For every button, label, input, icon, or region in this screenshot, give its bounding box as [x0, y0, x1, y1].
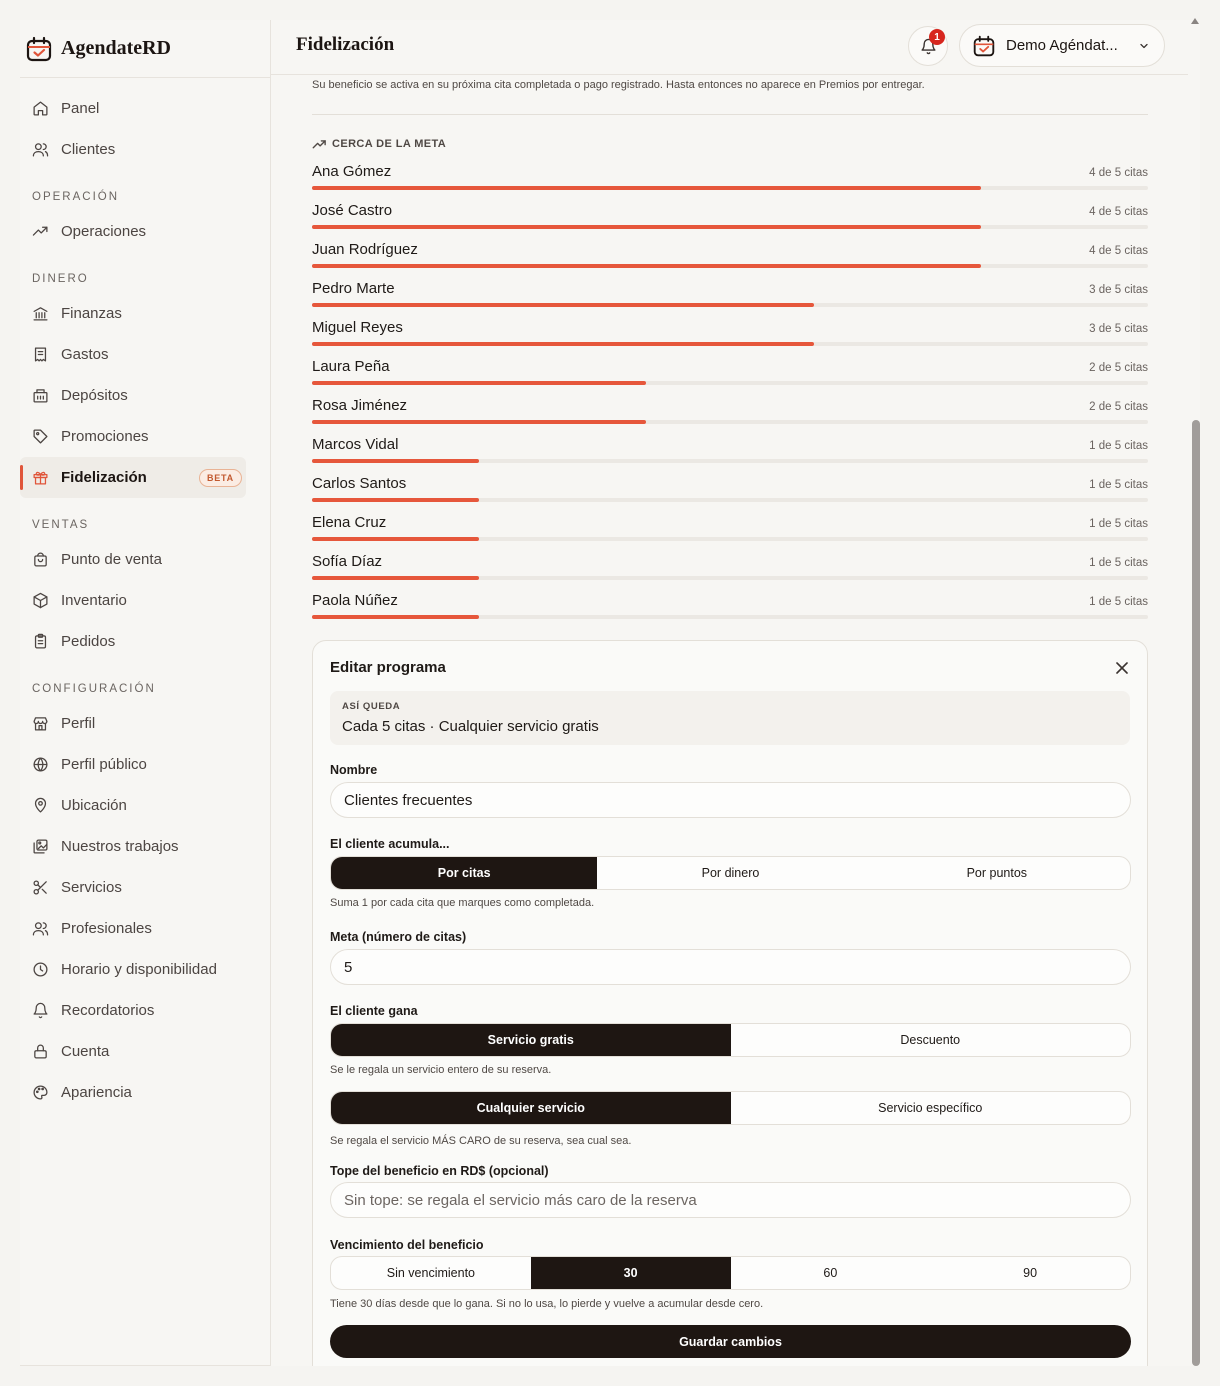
trend-up-icon	[312, 138, 327, 150]
page-title: Fidelización	[296, 34, 395, 55]
sidebar-item-label: Panel	[61, 100, 100, 117]
sidebar-item-label: Depósitos	[61, 387, 128, 404]
progress-track	[312, 264, 1148, 268]
sidebar-item-label: Ubicación	[61, 797, 127, 814]
beta-badge: BETA	[199, 469, 242, 487]
client-progress-count: 1 de 5 citas	[1089, 557, 1148, 569]
progress-fill	[312, 342, 814, 346]
account-name: Demo Agéndat...	[1006, 37, 1118, 54]
accumulate-hint: Suma 1 por cada cita que marques como completada.	[330, 897, 595, 909]
progress-fill	[312, 186, 981, 190]
progress-fill	[312, 576, 479, 580]
client-row	[312, 432, 1148, 471]
cap-label: Tope del beneficio en RD$ (opcional)	[330, 1164, 549, 1178]
save-button[interactable]: Guardar cambios	[330, 1325, 1131, 1358]
progress-track	[312, 498, 1148, 502]
client-name: José Castro	[312, 202, 393, 219]
sidebar-item-promociones[interactable]	[20, 416, 270, 457]
client-name: Paola Núñez	[312, 592, 398, 609]
client-row	[312, 471, 1148, 510]
sidebar-item-recordatorios[interactable]	[20, 990, 270, 1031]
client-progress-count: 4 de 5 citas	[1089, 167, 1148, 179]
sidebar-item-punto-de-venta[interactable]	[20, 539, 270, 580]
client-row	[312, 198, 1148, 237]
expiry-hint: Tiene 30 días desde que lo gana. Si no lo usa, lo pierde y vuelve a acumular desde cero.	[330, 1298, 764, 1310]
sidebar-item-label: Perfil	[61, 715, 96, 732]
progress-fill	[312, 498, 479, 502]
activation-note: Su beneficio se activa en su próxima cita completada o pago registrado. Hasta entonces no aparece en Premios por entregar.	[312, 79, 925, 91]
near-goal-list	[312, 159, 1148, 627]
sidebar-item-label: Finanzas	[61, 305, 122, 322]
sidebar-item-horario-y-disponibilidad[interactable]	[20, 949, 270, 990]
progress-track	[312, 225, 1148, 229]
progress-fill	[312, 303, 814, 307]
tag-icon	[32, 428, 49, 445]
summary-label: ASÍ QUEDA	[342, 701, 401, 712]
client-name: Sofía Díaz	[312, 553, 383, 570]
sidebar-item-perfil-publico[interactable]	[20, 744, 270, 785]
client-row	[312, 393, 1148, 432]
sidebar-item-gastos[interactable]	[20, 334, 270, 375]
client-row	[312, 276, 1148, 315]
sidebar-item-label: Operaciones	[61, 223, 147, 240]
near-goal-title: CERCA DE LA META	[332, 138, 447, 150]
sidebar-item-fidelizacion[interactable]	[20, 457, 246, 498]
sidebar-item-label: Cuenta	[61, 1043, 110, 1060]
service-selector	[330, 1091, 1131, 1125]
clipboard-icon	[32, 633, 49, 650]
pin-icon	[32, 797, 49, 814]
accumulate-label: El cliente acumula...	[330, 837, 450, 851]
client-progress-count: 3 de 5 citas	[1089, 284, 1148, 296]
users-icon	[32, 920, 49, 937]
progress-fill	[312, 225, 981, 229]
client-progress-count: 2 de 5 citas	[1089, 401, 1148, 413]
sidebar-section-configuracion: CONFIGURACIÓN	[32, 683, 156, 695]
sidebar-item-panel[interactable]	[20, 88, 270, 129]
near-goal-heading	[312, 138, 446, 150]
progress-fill	[312, 420, 646, 424]
bag-icon	[32, 551, 49, 568]
sidebar-item-servicios[interactable]	[20, 867, 270, 908]
sidebar-section-ventas: VENTAS	[32, 519, 90, 531]
sidebar-section-dinero: DINERO	[32, 273, 89, 285]
client-row	[312, 549, 1148, 588]
client-row	[312, 354, 1148, 393]
sidebar-nav	[20, 78, 270, 1113]
gallery-icon	[32, 838, 49, 855]
bell-icon	[32, 1002, 49, 1019]
progress-track	[312, 186, 1148, 190]
expiry-selector	[330, 1256, 1131, 1290]
sidebar-item-clientes[interactable]	[20, 129, 270, 170]
client-row	[312, 510, 1148, 549]
client-progress-count: 2 de 5 citas	[1089, 362, 1148, 374]
account-switcher[interactable]	[959, 24, 1165, 67]
sidebar-item-nuestros-trabajos[interactable]	[20, 826, 270, 867]
earn-selector	[330, 1023, 1131, 1057]
sidebar-item-cuenta[interactable]	[20, 1031, 270, 1072]
sidebar-section-operacion: OPERACIÓN	[32, 191, 120, 203]
progress-fill	[312, 537, 479, 541]
client-name: Miguel Reyes	[312, 319, 403, 336]
globe-icon	[32, 756, 49, 773]
client-row	[312, 237, 1148, 276]
sidebar-item-label: Horario y disponibilidad	[61, 961, 217, 978]
chevron-down-icon	[1138, 40, 1150, 52]
client-name: Juan Rodríguez	[312, 241, 418, 258]
progress-track	[312, 459, 1148, 463]
cap-input[interactable]: Sin tope: se regala el servicio más caro de la reserva	[330, 1182, 1131, 1218]
brand-name: AgendateRD	[61, 37, 171, 59]
progress-track	[312, 303, 1148, 307]
client-progress-count: 1 de 5 citas	[1089, 596, 1148, 608]
expiry-option-30[interactable]: 30	[531, 1257, 731, 1289]
client-name: Carlos Santos	[312, 475, 407, 492]
palette-icon	[32, 1084, 49, 1101]
home-icon	[32, 100, 49, 117]
client-name: Pedro Marte	[312, 280, 395, 297]
progress-fill	[312, 615, 479, 619]
progress-fill	[312, 264, 981, 268]
client-progress-count: 4 de 5 citas	[1089, 206, 1148, 218]
store-icon	[32, 715, 49, 732]
sidebar-item-apariencia[interactable]	[20, 1072, 270, 1113]
calendar-check-icon	[26, 36, 52, 62]
name-input[interactable]: Clientes frecuentes	[330, 782, 1131, 818]
close-icon	[1116, 662, 1128, 674]
scissors-icon	[32, 879, 49, 896]
sidebar-item-label: Fidelización	[61, 469, 147, 486]
main-content	[271, 75, 1188, 1366]
sidebar-item-label: Apariencia	[61, 1084, 132, 1101]
notifications-button[interactable]	[908, 26, 948, 66]
client-progress-count: 1 de 5 citas	[1089, 479, 1148, 491]
sidebar-item-ubicacion[interactable]	[20, 785, 270, 826]
sidebar-item-inventario[interactable]	[20, 580, 270, 621]
client-row	[312, 159, 1148, 198]
gift-icon	[32, 469, 49, 486]
service-option-servicio-especifico[interactable]: Servicio específico	[878, 1101, 983, 1115]
sidebar-item-label: Promociones	[61, 428, 149, 445]
sidebar-item-finanzas[interactable]	[20, 293, 270, 334]
clock-icon	[32, 961, 49, 978]
users-icon	[32, 141, 49, 158]
sidebar-item-label: Servicios	[61, 879, 122, 896]
client-name: Marcos Vidal	[312, 436, 399, 453]
topbar	[271, 20, 1188, 75]
scrollbar-thumb[interactable]	[1192, 420, 1200, 1366]
client-progress-count: 3 de 5 citas	[1089, 323, 1148, 335]
expiry-label: Vencimiento del beneficio	[330, 1238, 484, 1252]
client-progress-count: 1 de 5 citas	[1089, 440, 1148, 452]
sidebar-item-operaciones[interactable]	[20, 211, 270, 252]
earn-option-descuento[interactable]: Descuento	[900, 1033, 961, 1047]
sidebar-item-label: Gastos	[61, 346, 109, 363]
sidebar-item-perfil[interactable]	[20, 703, 270, 744]
scroll-up-arrow-icon[interactable]	[1191, 18, 1199, 24]
progress-track	[312, 381, 1148, 385]
goal-label: Meta (número de citas)	[330, 930, 467, 944]
sidebar-item-label: Recordatorios	[61, 1002, 155, 1019]
sidebar-item-label: Punto de venta	[61, 551, 162, 568]
accumulate-option-por-dinero[interactable]: Por dinero	[701, 866, 760, 880]
earn-hint: Se le regala un servicio entero de su reserva.	[330, 1064, 552, 1076]
client-row	[312, 315, 1148, 354]
progress-track	[312, 576, 1148, 580]
bank-icon	[32, 305, 49, 322]
expiry-option-sin-vencimiento[interactable]: Sin vencimiento	[386, 1266, 475, 1280]
notification-badge: 1	[929, 29, 945, 45]
panel-title: Editar programa	[330, 659, 446, 676]
sidebar-item-label: Inventario	[61, 592, 127, 609]
progress-fill	[312, 459, 479, 463]
accumulate-selector	[330, 856, 1131, 890]
service-option-cualquier-servicio[interactable]: Cualquier servicio	[331, 1092, 731, 1124]
program-summary	[330, 691, 1130, 745]
sidebar-item-profesionales[interactable]	[20, 908, 270, 949]
name-label: Nombre	[330, 763, 378, 777]
expiry-option-60[interactable]: 60	[823, 1266, 838, 1280]
client-name: Laura Peña	[312, 358, 390, 375]
client-name: Ana Gómez	[312, 163, 392, 180]
close-button[interactable]	[1113, 659, 1131, 677]
receipt-icon	[32, 346, 49, 363]
client-progress-count: 1 de 5 citas	[1089, 518, 1148, 530]
client-name: Elena Cruz	[312, 514, 387, 531]
edit-program-panel	[312, 640, 1148, 1366]
progress-track	[312, 537, 1148, 541]
sidebar-item-label: Pedidos	[61, 633, 116, 650]
deposit-icon	[32, 387, 49, 404]
accumulate-option-por-citas[interactable]: Por citas	[331, 857, 597, 889]
progress-track	[312, 615, 1148, 619]
goal-input[interactable]: 5	[330, 949, 1131, 985]
accumulate-option-por-puntos[interactable]: Por puntos	[966, 866, 1028, 880]
progress-track	[312, 420, 1148, 424]
progress-fill	[312, 381, 646, 385]
divider	[312, 114, 1148, 115]
summary-text: Cada 5 citas · Cualquier servicio gratis	[342, 718, 599, 735]
earn-option-servicio-gratis[interactable]: Servicio gratis	[331, 1024, 731, 1056]
brand[interactable]	[20, 20, 270, 78]
sidebar-item-label: Perfil público	[61, 756, 147, 773]
client-row	[312, 588, 1148, 627]
earn-label: El cliente gana	[330, 1004, 418, 1018]
progress-track	[312, 342, 1148, 346]
sidebar-item-label: Profesionales	[61, 920, 152, 937]
calendar-check-icon	[973, 35, 995, 57]
sidebar	[20, 20, 271, 1366]
client-name: Rosa Jiménez	[312, 397, 408, 414]
lock-icon	[32, 1043, 49, 1060]
sidebar-item-label: Clientes	[61, 141, 116, 158]
box-icon	[32, 592, 49, 609]
trend-icon	[32, 223, 49, 240]
expiry-option-90[interactable]: 90	[1023, 1266, 1038, 1280]
sidebar-item-depositos[interactable]	[20, 375, 270, 416]
sidebar-item-label: Nuestros trabajos	[61, 838, 179, 855]
client-progress-count: 4 de 5 citas	[1089, 245, 1148, 257]
sidebar-item-pedidos[interactable]	[20, 621, 270, 662]
service-hint: Se regala el servicio MÁS CARO de su reserva, sea cual sea.	[330, 1135, 632, 1147]
